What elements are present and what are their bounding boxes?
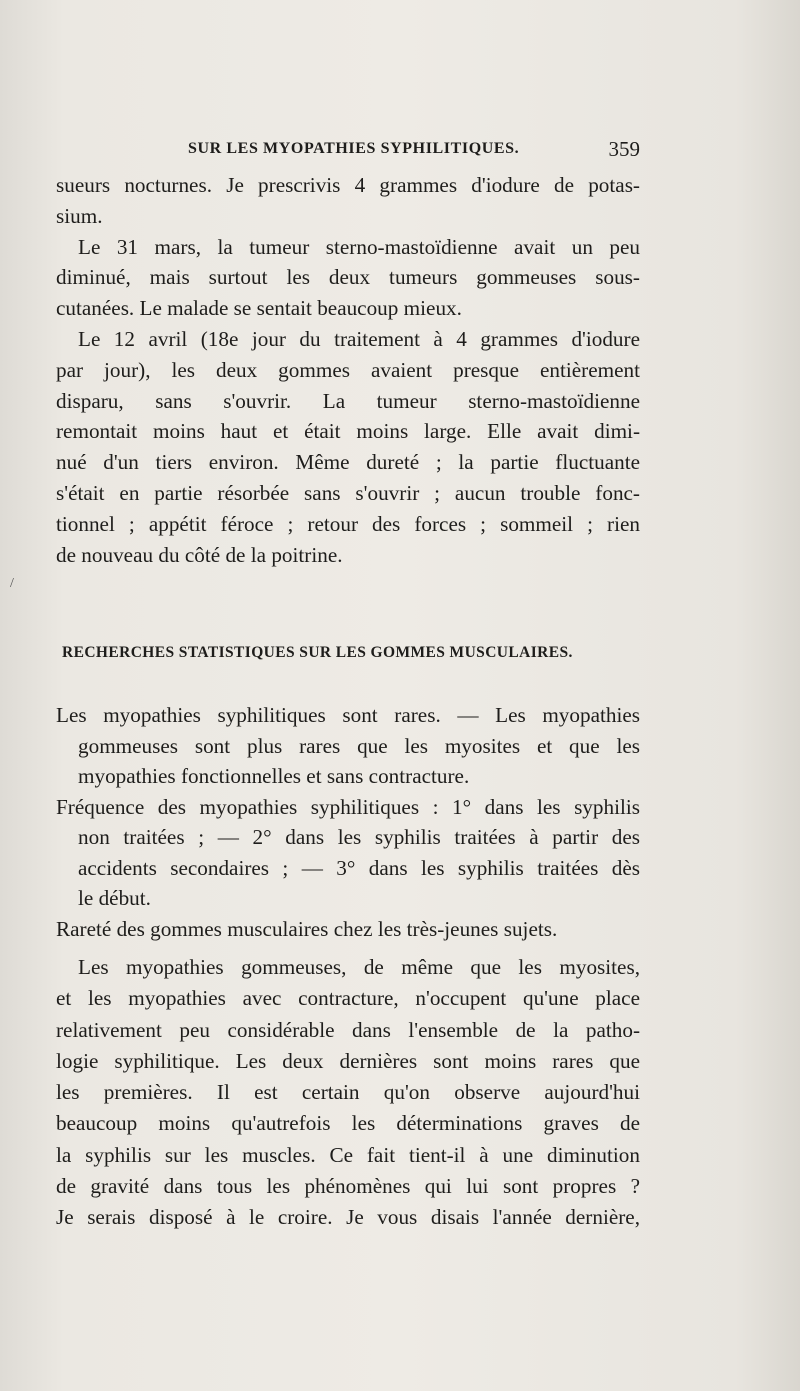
text-line: tionnel ; appétit féroce ; retour des forces ; sommeil ; rien	[56, 511, 640, 536]
text-line: Les myopathies gommeuses, de même que les myosites,	[78, 955, 640, 979]
text-line: remontait moins haut et était moins large. Elle avait dimi-	[56, 419, 640, 444]
summary-line: accidents secondaires ; — 3° dans les syphilis traitées dès	[78, 855, 640, 880]
summary-list	[56, 700, 640, 944]
text-line: les premières. Il est certain qu'on observe aujourd'hui	[56, 1080, 640, 1105]
text-line: par jour), les deux gommes avaient presque entièrement	[56, 357, 640, 382]
summary-line: gommeuses sont plus rares que les myosites et que les	[78, 733, 640, 758]
text-line: de gravité dans tous les phénomènes qui lui sont propres ?	[56, 1174, 640, 1199]
text-line: de nouveau du côté de la poitrine.	[56, 542, 343, 567]
summary-line: myopathies fonctionnelles et sans contracture.	[78, 764, 470, 788]
closing-paragraph	[56, 952, 640, 1234]
text-line: et les myopathies avec contracture, n'occupent qu'une place	[56, 986, 640, 1011]
summary-line: Les myopathies syphilitiques sont rares. — Les myopathies	[56, 703, 640, 727]
text-line: la syphilis sur les muscles. Ce fait tient-il à une diminution	[56, 1142, 640, 1167]
text-line: logie syphilitique. Les deux dernières sont moins rares que	[56, 1048, 640, 1073]
text-line: Je serais disposé à le croire. Je vous disais l'année dernière,	[56, 1205, 640, 1230]
summary-line: Fréquence des myopathies syphilitiques : 1° dans les syphilis	[56, 794, 640, 819]
page-number: 359	[608, 137, 640, 161]
text-line: s'était en partie résorbée sans s'ouvrir ; aucun trouble fonc-	[56, 480, 640, 505]
text-line: sium.	[56, 203, 103, 228]
running-header	[188, 138, 640, 164]
running-title: SUR LES MYOPATHIES SYPHILITIQUES.	[188, 140, 520, 157]
summary-line: Rareté des gommes musculaires chez les très-jeunes sujets.	[56, 916, 558, 941]
text-line: beaucoup moins qu'autrefois les déterminations graves de	[56, 1111, 640, 1136]
summary-line: non traitées ; — 2° dans les syphilis traitées à partir des	[78, 825, 640, 849]
text-line: disparu, sans s'ouvrir. La tumeur sterno-mastoïdienne	[56, 388, 640, 413]
margin-mark: /	[10, 576, 14, 591]
body-text	[56, 170, 640, 570]
text-line: diminué, mais surtout les deux tumeurs gommeuses sous-	[56, 265, 640, 290]
section-title: RECHERCHES STATISTIQUES SUR LES GOMMES MUSCULAIRES.	[62, 644, 573, 661]
summary-line: le début.	[78, 886, 151, 910]
text-line: nué d'un tiers environ. Même dureté ; la partie fluctuante	[56, 450, 640, 475]
text-line: cutanées. Le malade se sentait beaucoup mieux.	[56, 296, 462, 321]
text-line: relativement peu considérable dans l'ensemble de la patho-	[56, 1017, 640, 1042]
text-line: Le 31 mars, la tumeur sterno-mastoïdienne avait un peu	[78, 234, 640, 259]
text-line: Le 12 avril (18e jour du traitement à 4 grammes d'iodure	[78, 326, 640, 351]
text-line: sueurs nocturnes. Je prescrivis 4 grammes d'iodure de potas-	[56, 173, 640, 197]
